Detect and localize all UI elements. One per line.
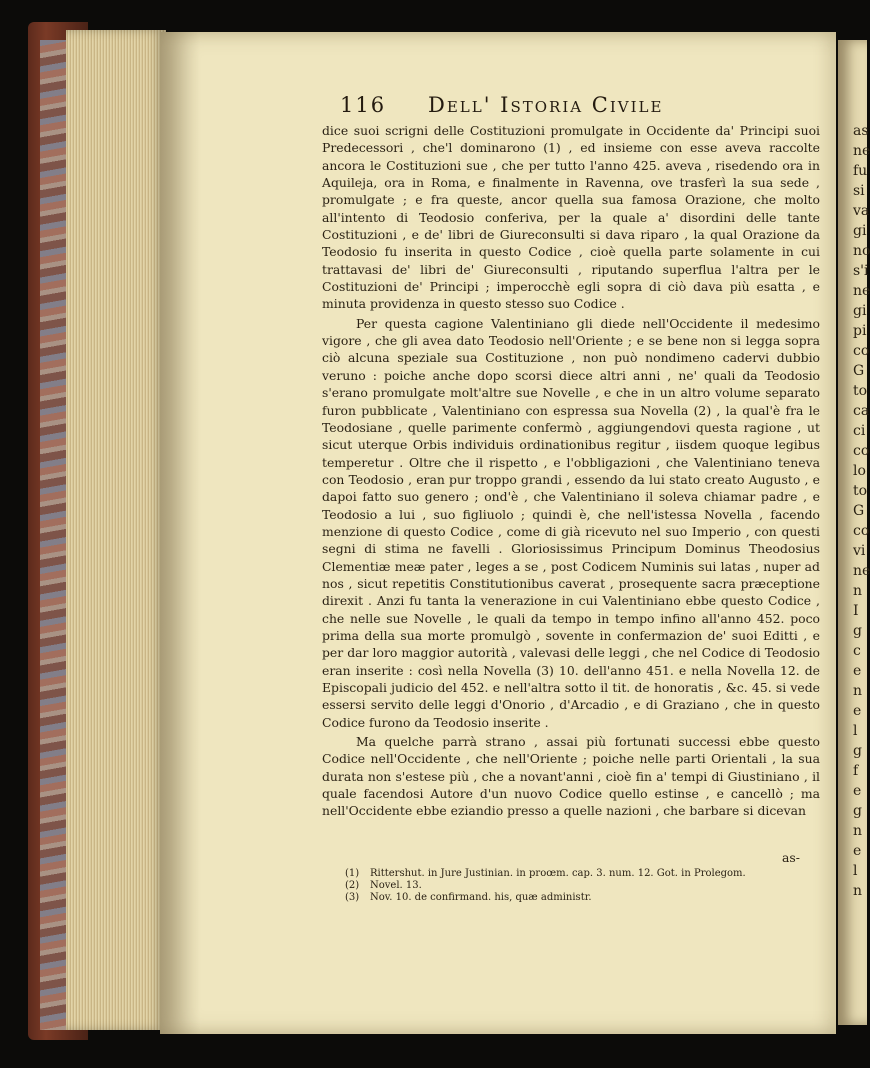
facing-page-fragment: no (853, 243, 870, 259)
footnote: (1) Rittershut. in Jure Justinian. in proœm. cap. 3. num. 12. Got. in Prolegom. (345, 868, 746, 879)
facing-page-fragment: gi (853, 303, 867, 319)
gutter-shadow (160, 32, 200, 1034)
facing-page-fragment: g (853, 623, 862, 639)
facing-page-fragment: e (853, 703, 862, 719)
facing-page-fragment: fu (853, 163, 868, 179)
facing-page-fragment: n (853, 583, 863, 599)
facing-page-fragment: va (853, 203, 870, 219)
page-edges (66, 30, 166, 1030)
paragraph: dice suoi scrigni delle Costituzioni promulgate in Occidente da' Principi suoi Predecessori , che'l dominarono (1) , ed insieme con esse aveva raccolte ancora le Costituzioni sue , che per tutto l'anno 425. aveva , risedendo ora in Aquileja, ora in Roma, e finalmente in Ravenna, ove trasferì la sua sede , promulgate ; e fra queste, ancor quella sua famosa Orazione, che molto all'intento di Teodosio conferiva, per la quale a' disordini delle tante Costituzioni , e de' libri de Giureconsulti si dava riparo , la qual Orazione da Teodosio fu inserita in questo Codice , cioè quella parte solamente in cui trattavasi de' libri de' Giureconsulti , riputando superflua l'altra per le Costituzioni de' Principi ; imperocchè egli sopra di ciò dava più esatta , e minuta providenza in questo stesso suo Codice . (322, 123, 820, 312)
paragraph: Ma quelche parrà strano , assai più fortunati successi ebbe questo Codice nell'Occidente , che nell'Oriente ; poiche nelle parti Orientali , la sua durata non s'estese più , che a novant'anni , cioè fin a' tempi di Giustiniano , il quale facendosi Autore d'un nuovo Codice quello estinse , e cancellò ; ma nell'Occidente ebbe eziandio presso a quelle nazioni , che barbare si dicevan (322, 734, 820, 819)
facing-page-fragment: ne (853, 283, 870, 299)
facing-page-fragment: co (853, 523, 870, 539)
facing-page-fragment: I (853, 603, 859, 619)
facing-page-fragment: n (853, 683, 863, 699)
facing-page-fragment: l (853, 863, 858, 879)
facing-page-fragment: as (853, 123, 869, 139)
facing-page-fragment: co (853, 443, 870, 459)
facing-page-fragment: G (853, 363, 865, 379)
facing-page-fragment: s'i (853, 263, 869, 279)
facing-page-fragment: e (853, 663, 862, 679)
catchword: as- (782, 850, 800, 865)
footnote: (2) Novel. 13. (345, 880, 422, 891)
facing-page-fragment: lo (853, 463, 866, 479)
facing-page-fragment: l (853, 723, 858, 739)
facing-page-fragment: e (853, 783, 862, 799)
facing-page-fragment: to (853, 383, 868, 399)
footnotes (345, 868, 785, 904)
running-title: Dell' Istoria Civile (428, 93, 664, 117)
facing-page-fragment: G (853, 503, 865, 519)
facing-page-fragment: to (853, 483, 868, 499)
facing-page-fragment: g (853, 743, 862, 759)
facing-page-fragment: f (853, 763, 859, 779)
facing-page-fragment: n (853, 883, 863, 899)
main-text (322, 122, 820, 820)
facing-page-fragment: c (853, 643, 861, 659)
page-number: 116 (340, 93, 387, 117)
facing-page-fragment: gi (853, 223, 867, 239)
footnote: (3) Nov. 10. de confirmand. his, quæ administr. (345, 892, 592, 903)
facing-page-fragment: ca (853, 403, 870, 419)
facing-page-fragment: co (853, 343, 870, 359)
facing-page-fragment: vi (853, 543, 866, 559)
facing-page-fragment: ne (853, 143, 870, 159)
facing-page-fragment: ci (853, 423, 866, 439)
facing-page-fragment: si (853, 183, 865, 199)
facing-page-fragment: n (853, 823, 863, 839)
facing-page-edge (838, 40, 870, 1025)
paragraph: Per questa cagione Valentiniano gli diede nell'Occidente il medesimo vigore , che gli avea dato Teodosio nell'Oriente ; e se bene non si legga sopra ciò alcuna speziale sua Costituzione , non può nondimeno cadervi dubbio veruno : poiche anche dopo scorsi diece altri anni , ne' quali da Teodosio s'erano promulgate molt'altre sue Novelle , e che in un altro volume separato furon pubblicate , Valentiniano con espressa sua Novella (2) , la qual'è fra le Teodosiane , quelle parimente confermò , aggiungendovi questa ragione , ut sicut uterque Orbis individuis ordinationibus regitur , iisdem quoque legibus temperetur . Oltre che il rispetto , e l'obbligazioni , che Valentiniano teneva con Teodosio , eran pur troppo grandi , essendo da lui stato creato Augusto , e dapoi fatto suo genero ; ond'è , che Valentiniano il soleva chiamar padre , e Teodosio a lui , suo figliuolo ; quindi è, che nell'istessa Novella , facendo menzione di questo Codice , come di già ricevuto nel suo Imperio , con questi segni di stima ne favelli . Gloriosissimus Principum Dominus Theodosius Clementiæ meæ pater , leges a se , post Codicem Numinis sui latas , nuper ad nos , sicut repetitis Constitutionibus caverat , prosequente sacra præceptione direxit . Anzi fu tanta la venerazione in cui Valentiniano ebbe questo Codice , che nelle sue Novelle , le quali da tempo in tempo infino all'anno 452. poco prima della sua morte promulgò , sovente in confermazion de' suoi Editti , e per dar loro maggior autorità , valevasi delle leggi , che nel Codice di Teodosio eran inserite : così nella Novella (3) 10. dell'anno 451. e nella Novella 12. de Episcopali judicio del 452. e nell'altra sotto il tit. de honoratis , &c. 45. si vede essersi servito delle leggi d'Onorio , d'Arcadio , e di Graziano , che in questo Codice furono da Teodosio inserite . (322, 315, 820, 730)
facing-page-fragment: ne (853, 563, 870, 579)
facing-page-fragment: e (853, 843, 862, 859)
facing-page-fragment: pi (853, 323, 867, 339)
facing-page-fragment: g (853, 803, 862, 819)
